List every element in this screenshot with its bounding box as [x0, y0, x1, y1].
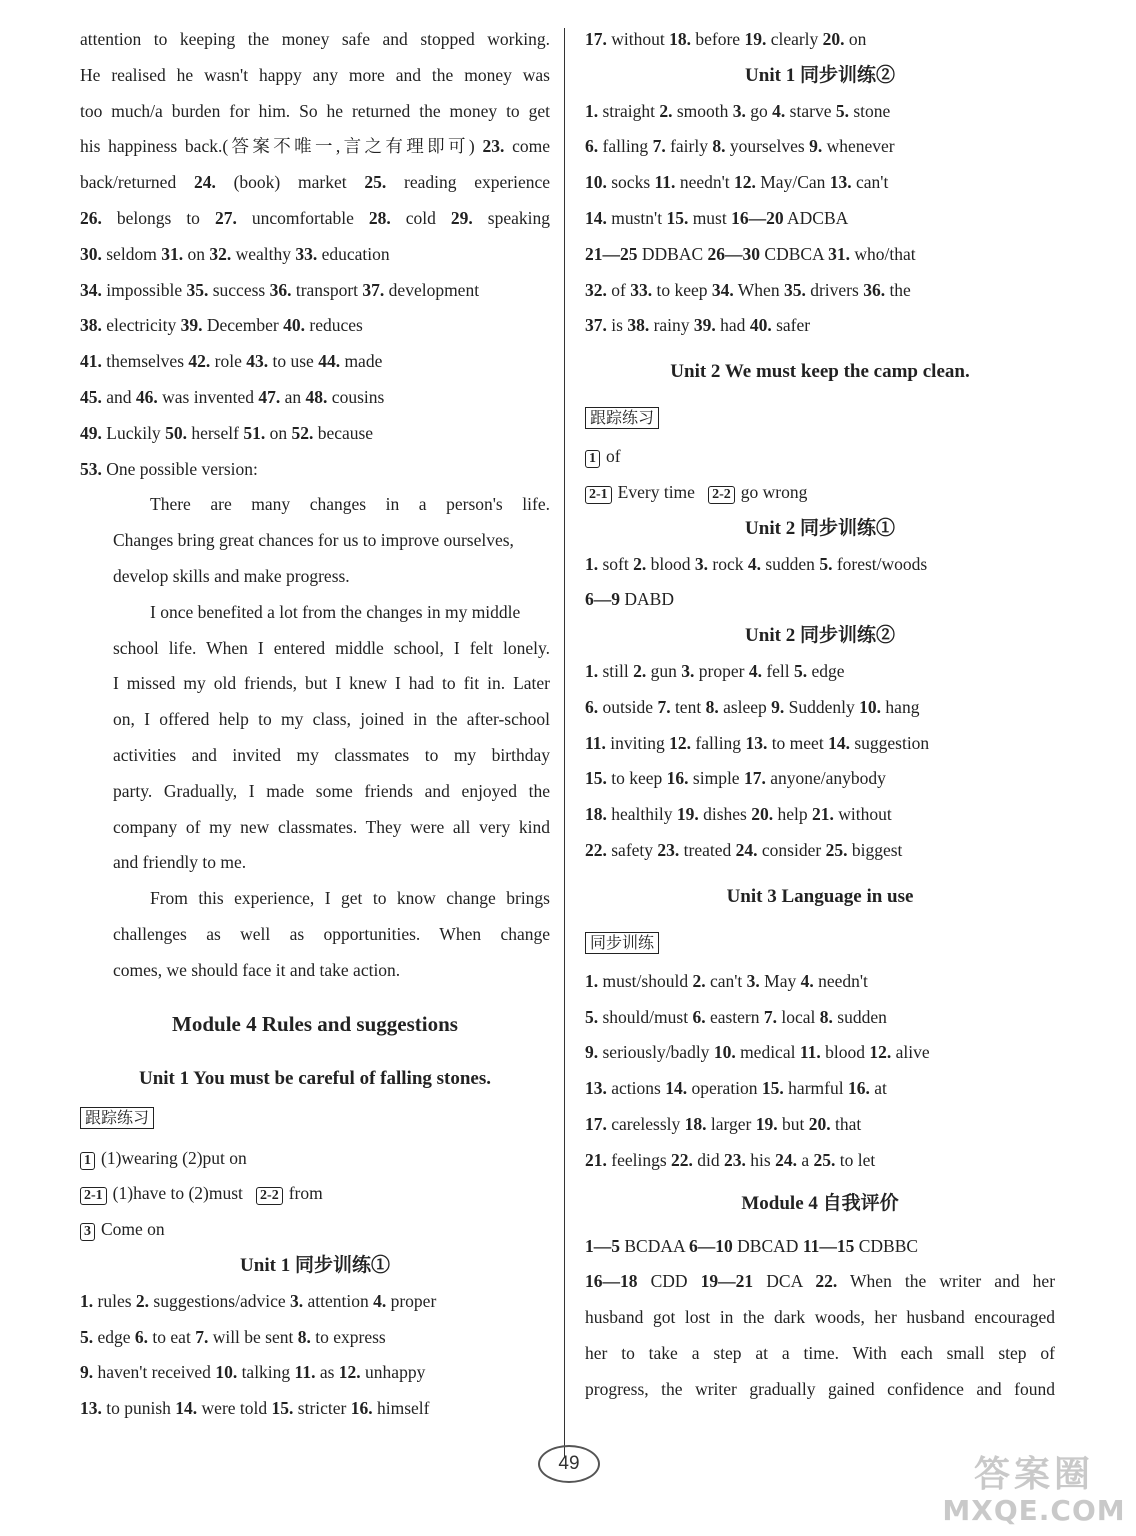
- answer-line: 41. themselves 42. role 43. to use 44. made: [80, 351, 383, 372]
- watermark-url: MXQE.COM: [942, 1494, 1126, 1527]
- item-answer: (1)have to (2)must: [112, 1183, 243, 1204]
- answer-line: 1. straight 2. smooth 3. go 4. starve 5. stone: [585, 100, 891, 121]
- answer-line: 32. of 33. to keep 34. When 35. drivers 36. the: [585, 279, 911, 300]
- answer-line: challenges as well as opportunities. When change: [113, 923, 550, 944]
- answer-line: too much/a burden for him. So he returned the money to get: [80, 100, 550, 121]
- answer-line: 9. haven't received 10. talking 11. as 12. unhappy: [80, 1362, 426, 1383]
- self-eval-title: Module 4 自我评价: [741, 1192, 899, 1214]
- answer-line: 9. seriously/badly 10. medical 11. blood 12. alive: [585, 1042, 930, 1063]
- item-number-box: 2-2: [256, 1187, 283, 1205]
- unit2-sync1-lines: [585, 547, 1055, 619]
- answer-line: 1—5 BCDAA 6—10 DBCAD 11—15 CDBBC: [585, 1235, 919, 1256]
- page-number: 49: [538, 1445, 600, 1483]
- answer-line: 10. socks 11. needn't 12. May/Can 13. can't: [585, 172, 889, 193]
- answer-line: husband got lost in the dark woods, her husband encouraged: [585, 1307, 1055, 1328]
- answer-line: 1. soft 2. blood 3. rock 4. sudden 5. forest/woods: [585, 553, 928, 574]
- item-answer: go wrong: [740, 481, 808, 502]
- sync-tag-row: [585, 924, 1055, 964]
- answer-line: From this experience, I get to know change brings: [150, 888, 550, 909]
- answer-line: 34. impossible 35. success 36. transport 37. development: [80, 279, 480, 300]
- answer-line: 45. and 46. was invented 47. an 48. cousins: [80, 386, 385, 407]
- answer-line: 14. mustn't 15. must 16—20 ADCBA: [585, 207, 849, 228]
- answer-line: school life. When I entered middle school, I felt lonely.: [113, 637, 550, 658]
- left-answer-lines: [80, 22, 550, 989]
- unit1-sync2-lines: [585, 94, 1055, 345]
- answer-line: party. Gradually, I made some friends and enjoyed the: [113, 780, 550, 801]
- module-title: Module 4 Rules and suggestions: [172, 1011, 458, 1036]
- column-divider: [564, 28, 565, 1458]
- answer-line: 17. without 18. before 19. clearly 20. on: [585, 29, 867, 49]
- answer-line: 16—18 CDD 19—21 DCA 22. When the writer and her: [585, 1271, 1056, 1292]
- answer-line: 1. must/should 2. can't 3. May 4. needn't: [585, 970, 868, 991]
- answer-line: her to take a step at a time. With each small step of: [585, 1342, 1055, 1363]
- unit2-sync2-lines: [585, 654, 1055, 869]
- unit1-sync1-lines: [80, 1284, 550, 1427]
- answer-line: Changes bring great chances for us to improve ourselves,: [113, 530, 514, 551]
- answer-line: 37. is 38. rainy 39. had 40. safer: [585, 315, 811, 336]
- right-column: [585, 22, 1055, 1408]
- track-item: [80, 1176, 550, 1212]
- unit2-sync1-title: Unit 2 同步训练①: [745, 517, 895, 539]
- item-number-box: 3: [80, 1223, 95, 1241]
- watermark-text: 答案圈: [973, 1454, 1094, 1495]
- answer-line: attention to keeping the money safe and stopped working.: [80, 29, 550, 49]
- answer-line: 15. to keep 16. simple 17. anyone/anybody: [585, 768, 886, 789]
- answer-line: 26. belongs to 27. uncomfortable 28. cold 29. speaking: [80, 207, 550, 228]
- track-tag-row: [80, 1099, 550, 1141]
- answer-line: 6. falling 7. fairly 8. yourselves 9. whenever: [585, 136, 895, 157]
- answer-line: activities and invited my classmates to my birthday: [113, 744, 550, 765]
- answer-line: 30. seldom 31. on 32. wealthy 33. education: [80, 243, 390, 264]
- answer-line: 6—9 DABD: [585, 589, 674, 610]
- track-tag: 跟踪练习: [585, 407, 659, 429]
- unit3-lines: [585, 964, 1055, 1179]
- answer-line: 22. safety 23. treated 24. consider 25. biggest: [585, 839, 903, 860]
- track-tag: 跟踪练习: [80, 1107, 154, 1129]
- item-answer: of: [606, 446, 621, 467]
- track-item: [585, 439, 1055, 475]
- left-column: [80, 22, 550, 1427]
- answer-line: 21. feelings 22. did 23. his 24. a 25. to let: [585, 1149, 876, 1170]
- track-item: [80, 1212, 550, 1248]
- answer-line: I once benefited a lot from the changes in my middle: [150, 601, 521, 622]
- answer-line: 18. healthily 19. dishes 20. help 21. without: [585, 804, 892, 825]
- answer-line: 13. actions 14. operation 15. harmful 16. at: [585, 1078, 887, 1099]
- self-eval-lines: [585, 1229, 1055, 1408]
- unit2-sync2-title: Unit 2 同步训练②: [745, 625, 895, 647]
- unit3-title: Unit 3 Language in use: [726, 885, 914, 907]
- item-answer: Every time: [617, 481, 695, 502]
- answer-line: 1. rules 2. suggestions/advice 3. attention 4. proper: [80, 1290, 437, 1311]
- track-item: [80, 1141, 550, 1177]
- answer-line: progress, the writer gradually gained confidence and found: [585, 1378, 1055, 1399]
- unit1-sync2-title: Unit 1 同步训练②: [745, 64, 895, 86]
- answer-line: There are many changes in a person's life.: [150, 494, 550, 515]
- answer-line: 11. inviting 12. falling 13. to meet 14. suggestion: [585, 732, 930, 753]
- answer-line: and friendly to me.: [113, 852, 247, 873]
- item-number-box: 1: [80, 1152, 95, 1170]
- u2-track-tag-row: [585, 399, 1055, 439]
- answer-line: 5. should/must 6. eastern 7. local 8. sudden: [585, 1006, 887, 1027]
- answer-line: 21—25 DDBAC 26—30 CDBCA 31. who/that: [585, 243, 916, 264]
- answer-line: his happiness back.(答案不唯一,言之有理即可) 23. come: [80, 136, 550, 157]
- answer-line: 6. outside 7. tent 8. asleep 9. Suddenly 10. hang: [585, 696, 920, 717]
- track-items: [80, 1141, 550, 1248]
- answer-line: comes, we should face it and take action.: [113, 959, 401, 980]
- answer-line: develop skills and make progress.: [113, 565, 350, 586]
- answer-line: 38. electricity 39. December 40. reduces: [80, 315, 363, 336]
- answer-line: 13. to punish 14. were told 15. stricter 16. himself: [80, 1398, 430, 1419]
- answer-line: I missed my old friends, but I knew I had to fit in. Later: [113, 673, 550, 694]
- unit1-sync1-title: Unit 1 同步训练①: [240, 1254, 390, 1276]
- item-number-box: 2-2: [708, 486, 735, 504]
- answer-line: 49. Luckily 50. herself 51. on 52. because: [80, 422, 374, 443]
- answer-line: 53. One possible version:: [80, 458, 258, 479]
- item-number-box: 1: [585, 450, 600, 468]
- answer-line: 1. still 2. gun 3. proper 4. fell 5. edge: [585, 660, 845, 681]
- unit2-title: Unit 2 We must keep the camp clean.: [670, 361, 970, 383]
- item-answer: from: [288, 1183, 323, 1204]
- unit1-title: Unit 1 You must be careful of falling stones.: [138, 1067, 492, 1089]
- answer-line: He realised he wasn't happy any more and the money was: [80, 64, 550, 85]
- watermark-logo: [936, 1455, 1132, 1531]
- item-answer: Come on: [101, 1219, 165, 1240]
- sync-tag: 同步训练: [585, 932, 659, 954]
- answer-line: 5. edge 6. to eat 7. will be sent 8. to express: [80, 1326, 386, 1347]
- item-number-box: 2-1: [80, 1187, 107, 1205]
- item-number-box: 2-1: [585, 486, 612, 504]
- track-item: [585, 475, 1055, 511]
- answer-line: back/returned 24. (book) market 25. reading experience: [80, 172, 550, 193]
- answer-line: on, I offered help to my class, joined in the after-school: [113, 709, 550, 730]
- item-answer: (1)wearing (2)put on: [101, 1147, 247, 1168]
- u2-track-items: [585, 439, 1055, 511]
- answer-line: 17. carelessly 18. larger 19. but 20. that: [585, 1113, 862, 1134]
- answer-line: company of my new classmates. They were all very kind: [113, 816, 550, 837]
